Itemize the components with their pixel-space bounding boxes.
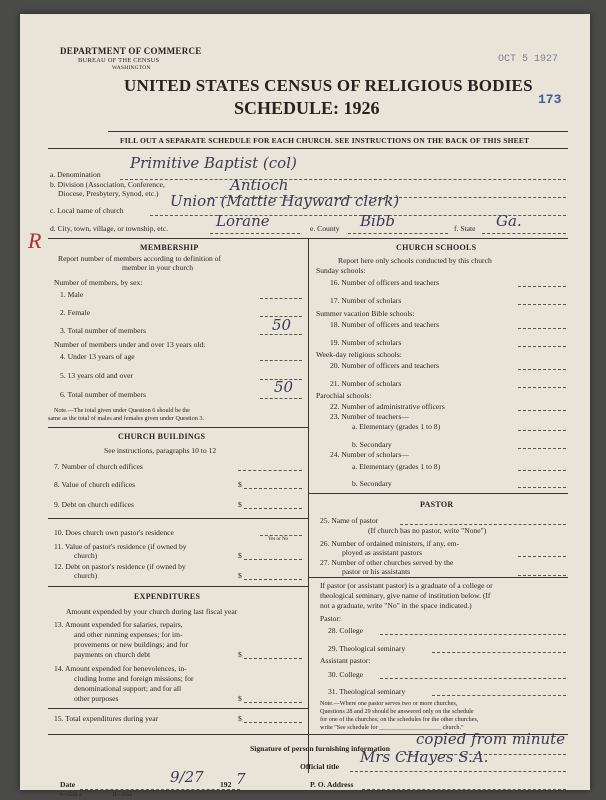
year-prefix: 192 bbox=[220, 780, 232, 789]
sunday-schools-label: Sunday schools: bbox=[316, 266, 366, 275]
q14-line-3: denominational support; and for all bbox=[74, 684, 182, 693]
q24-scholars: 24. Number of scholars— bbox=[330, 450, 409, 459]
q13-line-3: provements or new buildings; and for bbox=[74, 640, 189, 649]
year-value: 7 bbox=[236, 770, 246, 788]
print-code: 11—5054 bbox=[112, 793, 132, 798]
q1-male: 1. Male bbox=[60, 290, 84, 299]
q23a-elementary: a. Elementary (grades 1 to 8) bbox=[352, 422, 441, 431]
denomination-label: a. Denomination bbox=[50, 170, 101, 179]
q13-line-4: payments on church debt bbox=[74, 650, 151, 659]
division-value: Antioch bbox=[230, 176, 289, 194]
q8-value-edifices: 8. Value of church edifices bbox=[54, 480, 136, 489]
q29-seminary: 29. Theological seminary bbox=[328, 644, 406, 653]
city-name: WASHINGTON bbox=[112, 65, 151, 71]
pastor-note: Note.—Where one pastor serves two or more churches, bbox=[320, 700, 458, 707]
q31-seminary: 31. Theological seminary bbox=[328, 687, 406, 696]
q28-college: 28. College bbox=[328, 626, 364, 635]
po-address-label: P. O. Address bbox=[310, 780, 354, 789]
by-sex-label: Number of members, by sex: bbox=[54, 278, 143, 287]
q23-teachers: 23. Number of teachers— bbox=[330, 412, 409, 421]
membership-note: Note.—The total given under Question 6 should be the bbox=[54, 407, 190, 414]
graduate-instruction-3: not a graduate, write "No" in the space indicated.) bbox=[320, 601, 472, 610]
local-name-label: c. Local name of church bbox=[50, 206, 124, 215]
q23b-secondary: b. Secondary bbox=[352, 440, 392, 449]
q25-note: (If church has no pastor, write "None") bbox=[368, 526, 487, 535]
pastor-heading: PASTOR bbox=[420, 500, 454, 509]
yes-no-hint: Yes or No bbox=[268, 537, 289, 542]
city-label: d. City, town, village, or township, etc. bbox=[50, 224, 169, 233]
q26-line-2: ployed as assistant pastors bbox=[342, 548, 422, 557]
q27-line-2: pastor or his assistants bbox=[342, 567, 411, 576]
q11-dollar: $ bbox=[238, 551, 242, 560]
date-label: Date bbox=[60, 780, 76, 789]
county-label: e. County bbox=[310, 224, 340, 233]
form-title: UNITED STATES CENSUS OF RELIGIOUS BODIES bbox=[124, 76, 533, 95]
bureau-name: BUREAU OF THE CENSUS bbox=[78, 57, 160, 64]
census-schedule-sheet bbox=[20, 14, 590, 798]
q26-ordained-ministers: 26. Number of ordained ministers, if any, em- bbox=[320, 539, 460, 548]
q2-female: 2. Female bbox=[60, 308, 90, 317]
q4-under-13: 4. Under 13 years of age bbox=[60, 352, 135, 361]
signature-label: Signature of person furnishing information bbox=[250, 744, 390, 753]
form-code: 8—5518 a bbox=[60, 793, 81, 798]
q10-owns-residence: 10. Does church own pastor's residence bbox=[54, 528, 174, 537]
q3-value: 50 bbox=[272, 316, 292, 334]
state-value: Ga. bbox=[496, 212, 522, 230]
q20-officers: 20. Number of officers and teachers bbox=[330, 361, 440, 370]
q30-college: 30. College bbox=[328, 670, 364, 679]
parochial-schools-label: Parochial schools: bbox=[316, 391, 372, 400]
expenditures-heading: EXPENDITURES bbox=[134, 592, 201, 601]
summer-schools-label: Summer vacation Bible schools: bbox=[316, 309, 415, 318]
q24a-elementary: a. Elementary (grades 1 to 8) bbox=[352, 462, 441, 471]
date-value: 9/27 bbox=[170, 768, 204, 786]
schedule-number-stamp: 173 bbox=[538, 92, 562, 107]
graduate-instruction: If pastor (or assistant pastor) is a graduate of a college or bbox=[320, 581, 493, 590]
q6-value: 50 bbox=[274, 378, 294, 396]
received-date-stamp: OCT 5 1927 bbox=[498, 54, 559, 65]
pastor-note-3: for one of the churches; on the schedules for the other churches, bbox=[320, 716, 479, 723]
membership-intro-2: member in your church bbox=[122, 263, 194, 272]
q8-dollar: $ bbox=[238, 480, 242, 489]
expenditures-intro: Amount expended by your church during last fiscal year bbox=[66, 607, 238, 616]
schedule-title: SCHEDULE: 1926 bbox=[234, 98, 380, 118]
state-label: f. State bbox=[454, 224, 476, 233]
weekday-schools-label: Week-day religious schools: bbox=[316, 350, 402, 359]
q18-officers: 18. Number of officers and teachers bbox=[330, 320, 440, 329]
q14-line-2: cluding home and foreign missions; for bbox=[74, 674, 194, 683]
q21-scholars: 21. Number of scholars bbox=[330, 379, 402, 388]
q25-pastor-name: 25. Name of pastor bbox=[320, 516, 379, 525]
city-value: Lorane bbox=[216, 212, 270, 230]
denomination-value: Primitive Baptist (col) bbox=[130, 154, 297, 172]
q16-officers: 16. Number of officers and teachers bbox=[330, 278, 440, 287]
q22-admin-officers: 22. Number of administrative officers bbox=[330, 402, 445, 411]
q13-running-expenses: 13. Amount expended for salaries, repairs, bbox=[54, 620, 183, 629]
q15-total-expenditures: 15. Total expenditures during year bbox=[54, 714, 159, 723]
buildings-intro: See instructions, paragraphs 10 to 12 bbox=[104, 446, 217, 455]
q13-dollar: $ bbox=[238, 650, 242, 659]
pastor-note-2: Questions 28 and 29 should be answered only on the schedule bbox=[320, 708, 474, 715]
buildings-heading: CHURCH BUILDINGS bbox=[118, 432, 206, 441]
membership-note-2: same as the total of males and females given under Question 3. bbox=[48, 415, 205, 422]
q3-total-members: 3. Total number of members bbox=[60, 326, 147, 335]
q14-benevolences: 14. Amount expended for benevolences, in- bbox=[54, 664, 187, 673]
signature-value: copied from minute bbox=[416, 730, 566, 748]
q17-scholars: 17. Number of scholars bbox=[330, 296, 402, 305]
q9-debt-edifices: 9. Debt on church edifices bbox=[54, 500, 134, 509]
pastor-label: Pastor: bbox=[320, 614, 342, 623]
q19-scholars: 19. Number of scholars bbox=[330, 338, 402, 347]
division-label-2: Diocese, Presbytery, Synod, etc.) bbox=[58, 189, 159, 198]
q27-other-churches: 27. Number of other churches served by the bbox=[320, 558, 454, 567]
q6-total-members: 6. Total number of members bbox=[60, 390, 147, 399]
q15-dollar: $ bbox=[238, 714, 242, 723]
schools-heading: CHURCH SCHOOLS bbox=[396, 243, 477, 252]
official-title-value: Mrs CHayes S.A. bbox=[360, 748, 489, 766]
membership-heading: MEMBERSHIP bbox=[140, 243, 199, 252]
q14-dollar: $ bbox=[238, 694, 242, 703]
under-over-label: Number of members under and over 13 years old: bbox=[54, 340, 206, 349]
q5-13-and-over: 5. 13 years old and over bbox=[60, 371, 133, 380]
q12-debt-residence-2: church) bbox=[74, 571, 98, 580]
q24b-secondary: b. Secondary bbox=[352, 479, 392, 488]
q9-dollar: $ bbox=[238, 500, 242, 509]
division-label: b. Division (Association, Conference, bbox=[50, 180, 165, 189]
graduate-instruction-2: theological seminary, give name of institution below. (If bbox=[320, 591, 491, 600]
q11-value-residence-2: church) bbox=[74, 551, 98, 560]
assistant-pastor-label: Assistant pastor: bbox=[320, 656, 371, 665]
q7-edifices: 7. Number of church edifices bbox=[54, 462, 143, 471]
county-value: Bibb bbox=[360, 212, 396, 230]
official-title-label: Official title bbox=[300, 762, 340, 771]
q12-dollar: $ bbox=[238, 571, 242, 580]
q12-debt-residence: 12. Debt on pastor's residence (if owned by bbox=[54, 562, 186, 571]
q14-line-4: other purposes bbox=[74, 694, 119, 703]
membership-intro: Report number of members according to definition of bbox=[58, 254, 222, 263]
margin-check-mark: R bbox=[28, 228, 42, 253]
department-name: DEPARTMENT OF COMMERCE bbox=[60, 46, 202, 56]
q13-line-2: and other running expenses; for im- bbox=[74, 630, 183, 639]
local-name-value: Union (Mattie Hayward clerk) bbox=[170, 192, 400, 210]
schools-intro: Report here only schools conducted by this church bbox=[338, 256, 492, 265]
pastor-note-4: write "See schedule for ____________________ church." bbox=[320, 724, 464, 731]
instruction-line: FILL OUT A SEPARATE SCHEDULE FOR EACH CHURCH. SEE INSTRUCTIONS ON THE BACK OF THIS SHEET bbox=[120, 136, 530, 145]
q11-value-residence: 11. Value of pastor's residence (if owned by bbox=[54, 542, 187, 551]
